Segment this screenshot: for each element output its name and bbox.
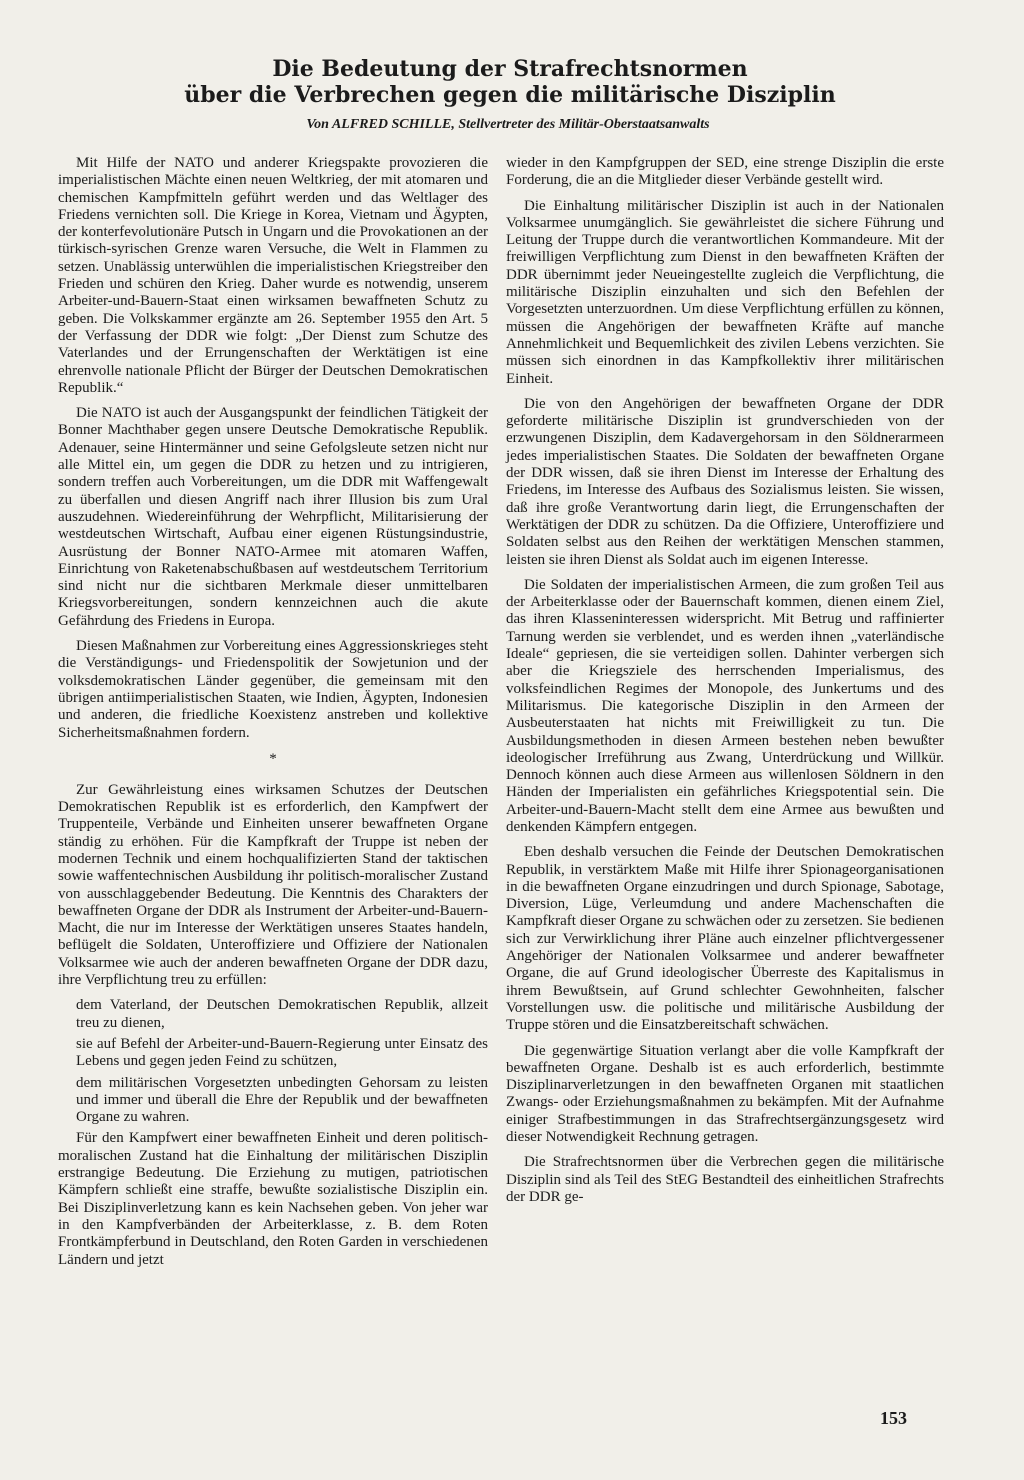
- paragraph: Die von den Angehörigen der bewaffneten Organe der DDR geforderte militärische Disziplin ist grundverschieden von der erzwungenen Disziplin, dem Kadavergehorsam in den Söldnerarmeen jedes imperialistischen Staates. Die Soldaten der bewaffneten Organe der DDR wissen, daß sie ihren Dienst im Interesse der Erhaltung des Friedens, im Interesse des Aufbaus des Sozialismus leisten. Sie wissen, daß ihre große Verantwortung darin liegt, die Errungenschaften der Werktätigen der DDR zu schützen. Da die Offiziere, Unteroffiziere und Soldaten selbst aus den Reihen der werktätigen Menschen stammen, leisten sie ihren Dienst als Soldat auch im eigenen Interesse.: [506, 395, 944, 568]
- list-item: dem militärischen Vorgesetzten unbedingten Gehorsam zu leisten und immer und überall die Ehre der Republik und der bewaffneten Organe zu wahren.: [76, 1074, 488, 1126]
- paragraph: Zur Gewährleistung eines wirksamen Schutzes der Deutschen Demokratischen Republik ist es erforderlich, den Kampfwert der Truppenteile, Verbände und Einheiten unserer bewaffneten Organe ständig zu erhöhen. Für die Kampfkraft der Truppe ist neben der modernen Technik und einem hochqualifizierten Stand der taktischen sowie waffentechnischen Ausbildung ihr politisch-moralischer Zustand von ausschlaggebender Bedeutung. Die Kenntnis des Charakters der bewaffneten Organe der DDR als Instrument der Arbeiter-und-Bauern-Macht, die nur im Interesse der Werktätigen unseres Staates handeln, beflügelt die Soldaten, Unteroffiziere und Offiziere der Nationalen Volksarmee wie auch der anderen bewaffneten Organe der DDR dazu, ihre Verpflichtung treu zu erfüllen:: [58, 781, 488, 989]
- list-item: dem Vaterland, der Deutschen Demokratischen Republik, allzeit treu zu dienen,: [76, 997, 488, 1031]
- left-column: [58, 155, 488, 1269]
- paragraph: Die Soldaten der imperialistischen Armeen, die zum großen Teil aus der Arbeiterklasse oder der Bauernschaft kommen, dienen einem Ziel, das ihren Klasseninteressen widerspricht. Mit Betrug und raffinierter Tarnung werden sie verblendet, und es werden ihnen „vaterländische Ideale“ gepriesen, die sie verteidigen sollen. Dahinter verbergen sich aber die Kriegsziele des herrschenden Imperialismus, des volksfeindlichen Regimes der Monopole, des Junkertums und des Militarismus. Die kategorische Disziplin in den Armeen der Ausbeuterstaaten hat nichts mit Freiwilligkeit zu tun. Die Ausbildungsmethoden in diesen Armeen bestehen neben bewußter ideologischer Irreführung aus Zwang, Unterdrückung und Willkür. Dennoch können auch diese Armeen aus willenlosen Söldnern in den Händen der Imperialisten ein gefährliches Kriegspotential sein. Die Arbeiter-und-Bauern-Macht stellt dem eine Armee aus bewußten und denkenden Kämpfern entgegen.: [506, 576, 944, 835]
- article-title-line-1: Die Bedeutung der Strafrechtsnormen: [272, 56, 748, 82]
- paragraph: Die Einhaltung militärischer Disziplin ist auch in der Nationalen Volksarmee unumgänglich. Sie gewährleistet die sichere Führung und Leitung der Truppe durch die verantwortlichen Kommandeure. Mit der freiwilligen Verpflichtung zum Dienst in den bewaffneten Kräften der DDR übernimmt jeder Neueingestellte zugleich die Verpflichtung, die militärische Disziplin einzuhalten und sich den Befehlen der Vorgesetzten unterzuordnen. Um diese Verpflichtung erfüllen zu können, müssen die Angehörigen der bewaffneten Kräfte auf manche Annehmlichkeit und Bequemlichkeit des zivilen Lebens verzichten. Sie müssen sich einordnen in das Kampfkollektiv ihrer militärischen Einheit.: [506, 197, 944, 387]
- paragraph: Die Strafrechtsnormen über die Verbrechen gegen die militärische Disziplin sind als Teil des StEG Bestandteil des einheitlichen Strafrechts der DDR ge-: [506, 1154, 944, 1205]
- paragraph: Für den Kampfwert einer bewaffneten Einheit und deren politisch-moralischen Zustand hat die Einhaltung der militärischen Disziplin erstrangige Bedeutung. Die Erziehung zu mutigen, patriotischen Kämpfern schließt eine straffe, bewußte sozialistische Disziplin ein. Bei Disziplinverletzung kann es kein Nachsehen geben. Von jeher war in den Kampfverbänden der Arbeiterklasse, z. B. dem Roten Frontkämpferbund in Deutschland, den Roten Garden in verschiedenen Ländern und jetzt: [58, 1130, 488, 1268]
- paragraph: Die NATO ist auch der Ausgangspunkt der feindlichen Tätigkeit der Bonner Machthaber gegen unsere Deutsche Demokratische Republik. Adenauer, seine Hintermänner und seine Gefolgsleute setzen nicht nur alle Mittel ein, um gegen die DDR zu hetzen und zu intrigieren, sondern treffen auch Vorbereitungen, um die DDR mit Waffengewalt zu überfallen und diesen Angriff nach ihrer Illusion bis zum Ural auszudehnen. Wiedereinführung der Wehrpflicht, Militarisierung der westdeutschen Wirtschaft, Aufbau einer eigenen Rüstungsindustrie, Ausrüstung der Bonner NATO-Armee mit atomaren Waffen, Einrichtung von Raketenabschußbasen auf westdeutschem Territorium sind nicht nur die sichtbaren Merkmale dieser unmittelbaren Kriegsvorbereitungen, sondern kennzeichnen auch die akute Gefährdung des Friedens in Europa.: [58, 405, 488, 629]
- right-column: [506, 155, 944, 1206]
- page-number: 153: [880, 1408, 907, 1428]
- paragraph: Mit Hilfe der NATO und anderer Kriegspakte provozieren die imperialistischen Mächte einen neuen Weltkrieg, der mit atomaren und chemischen Kampfmitteln geführt werden und das Weltlager des Friedens vernichten soll. Die Kriege in Korea, Vietnam und Ägypten, der konterfevolutionäre Putsch in Ungarn und die Provokationen an der türkisch-syrischen Grenze waren Versuche, die Welt in Flammen zu setzen. Unablässig unterwühlen die imperialistischen Kriegstreiber den Frieden und schüren den Krieg. Daher wurde es notwendig, unserem Arbeiter-und-Bauern-Staat einen wirksamen bewaffneten Schutz zu geben. Die Volkskammer ergänzte am 26. September 1955 den Art. 5 der Verfassung der DDR wie folgt: „Der Dienst zum Schutze des Vaterlandes und der Errungenschaften der Werktätigen ist eine ehrenvolle nationale Pflicht der Bürger der Deutschen Demokratischen Republik.“: [58, 155, 488, 396]
- paragraph: Diesen Maßnahmen zur Vorbereitung eines Aggressionskrieges steht die Verständigungs- und Friedenspolitik der Sowjetunion und der volksdemokratischen Länder gegenüber, die gemeinsam mit den übrigen antiimperialistischen Staaten, wie Indien, Ägypten, Indonesien und anderen, die friedliche Koexistenz anstreben und kollektive Sicherheitsmaßnahmen fordern.: [58, 638, 488, 741]
- paragraph-continuation: wieder in den Kampfgruppen der SED, eine strenge Disziplin die erste Forderung, die an die Mitglieder dieser Verbände gestellt wird.: [506, 155, 944, 189]
- section-separator: *: [269, 750, 277, 767]
- article-title-line-2: über die Verbrechen gegen die militärische Disziplin: [184, 82, 836, 108]
- paragraph: Eben deshalb versuchen die Feinde der Deutschen Demokratischen Republik, in verstärktem Maße mit Hilfe ihrer Spionageorganisationen in die bewaffneten Organe einzudringen und durch Spionage, Sabotage, Diversion, Lüge, Verleumdung und andere Machenschaften die Kampfkraft dieser Organe zu schwächen oder zu zersetzen. Sie bedienen sich zur Verwirklichung ihrer Pläne auch einzelner pflichtvergessener Angehöriger der Nationalen Volksarmee und anderer bewaffneter Organe, die auf Grund ideologischer Überreste des Kapitalismus in ihrem Bewußtsein, auf Grund schlechter Gewohnheiten, falscher Vorstellungen usw. die politische und militärische Ausbildung der Truppe stören und die Einsatzbereitschaft schwächen.: [506, 844, 944, 1034]
- list-item: sie auf Befehl der Arbeiter-und-Bauern-Regierung unter Einsatz des Lebens und gegen jeden Feind zu schützen,: [76, 1035, 488, 1070]
- paragraph: Die gegenwärtige Situation verlangt aber die volle Kampfkraft der bewaffneten Organe. Deshalb ist es auch erforderlich, bestimmte Disziplinarverletzungen in den bewaffneten Organen mit staatlichen Zwangs- oder Erziehungsmaßnahmen zu bekämpfen. Mit der Aufnahme einiger Strafbestimmungen in das Strafrechtsergänzungsgesetz wird dieser Notwendigkeit Rechnung getragen.: [506, 1042, 944, 1146]
- author-byline: Von ALFRED SCHILLE, Stellvertreter des Militär-Oberstaatsanwalts: [306, 117, 710, 132]
